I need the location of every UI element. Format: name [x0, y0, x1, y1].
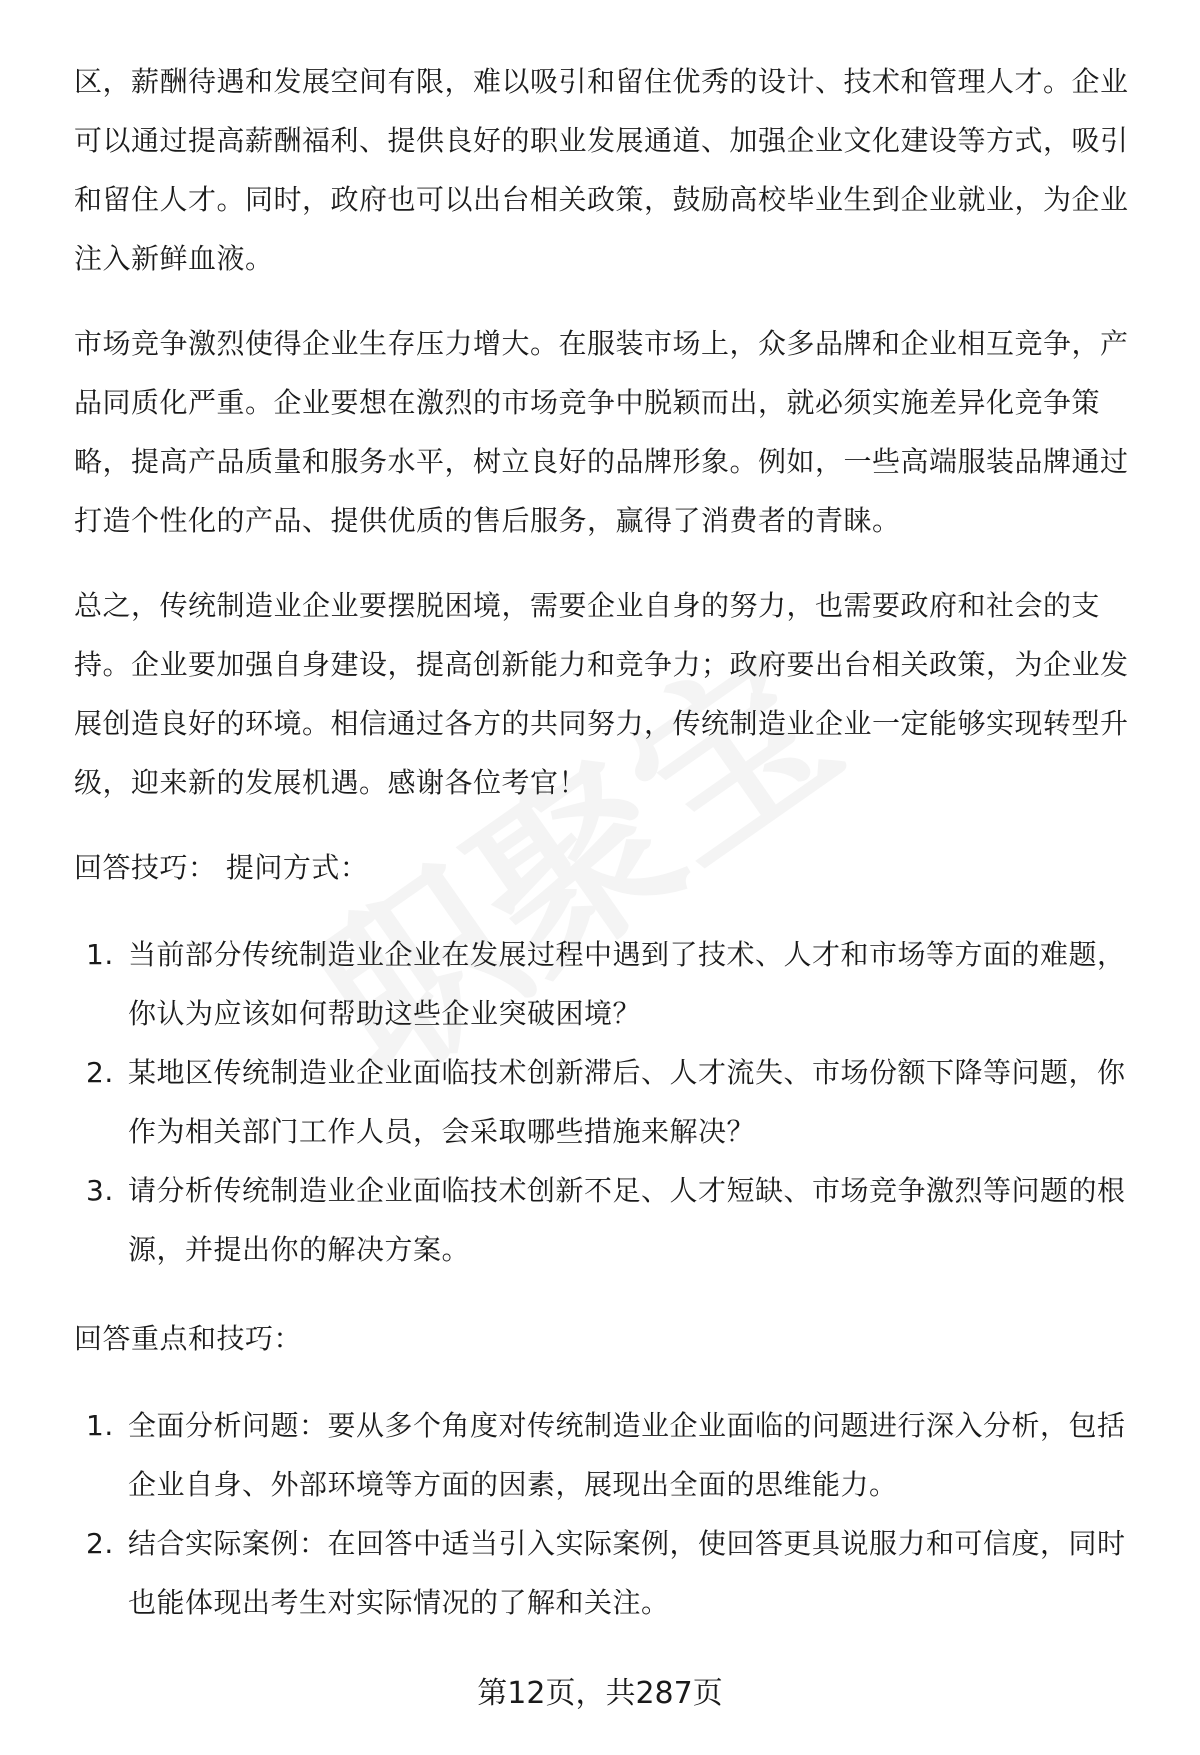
paragraph-3: 总之，传统制造业企业要摆脱困境，需要企业自身的努力，也需要政府和社会的支持。企业要加强自身建设，提高创新能力和竞争力；政府要出台相关政策，为企业发展创造良好的环境。相信通过各方的共同努力，传统制造业企业一定能够实现转型升级，迎来新的发展机遇。感谢各位考官！ [74, 589, 1129, 799]
list-item [74, 1396, 1144, 1514]
list-item-text: 全面分析问题：要从多个角度对传统制造业企业面临的问题进行深入分析，包括企业自身、外部环境等方面的因素，展现出全面的思维能力。 [128, 1409, 1126, 1501]
list-item-number: 3. [86, 1174, 114, 1207]
section-heading-questioning: 回答技巧： 提问方式： [74, 851, 369, 884]
list-item [74, 1514, 1144, 1632]
list-item-number: 2. [86, 1056, 114, 1089]
paragraph-2: 市场竞争激烈使得企业生存压力增大。在服装市场上，众多品牌和企业相互竞争，产品同质化严重。企业要想在激烈的市场竞争中脱颖而出，就必须实施差异化竞争策略，提高产品质量和服务水平，树立良好的品牌形象。例如，一些高端服装品牌通过打造个性化的产品、提供优质的售后服务，赢得了消费者的青睐。 [74, 327, 1129, 537]
list-item-number: 1. [86, 938, 114, 971]
section-heading-key-points: 回答重点和技巧： [74, 1322, 303, 1355]
list-item-text: 某地区传统制造业企业面临技术创新滞后、人才流失、市场份额下降等问题，你作为相关部门工作人员，会采取哪些措施来解决？ [128, 1056, 1126, 1148]
list-item-text: 请分析传统制造业企业面临技术创新不足、人才短缺、市场竞争激烈等问题的根源，并提出你的解决方案。 [128, 1174, 1126, 1266]
list-item [74, 925, 1144, 1043]
page-number-footer: 第12页，共287页 [477, 1676, 723, 1711]
list-item [74, 1161, 1144, 1279]
paragraph-1: 区，薪酬待遇和发展空间有限，难以吸引和留住优秀的设计、技术和管理人才。企业可以通过提高薪酬福利、提供良好的职业发展通道、加强企业文化建设等方式，吸引和留住人才。同时，政府也可以出台相关政策，鼓励高校毕业生到企业就业，为企业注入新鲜血液。 [74, 65, 1129, 275]
question-list [74, 925, 1144, 1279]
document-body [74, 52, 1144, 1662]
list-item-number: 2. [86, 1527, 114, 1560]
list-item-number: 1. [86, 1409, 114, 1442]
list-item-text: 结合实际案例：在回答中适当引入实际案例，使回答更具说服力和可信度，同时也能体现出考生对实际情况的了解和关注。 [128, 1527, 1126, 1619]
list-item-text: 当前部分传统制造业企业在发展过程中遇到了技术、人才和市场等方面的难题，你认为应该如何帮助这些企业突破困境？ [128, 938, 1126, 1030]
key-points-list [74, 1396, 1144, 1632]
list-item [74, 1043, 1144, 1161]
